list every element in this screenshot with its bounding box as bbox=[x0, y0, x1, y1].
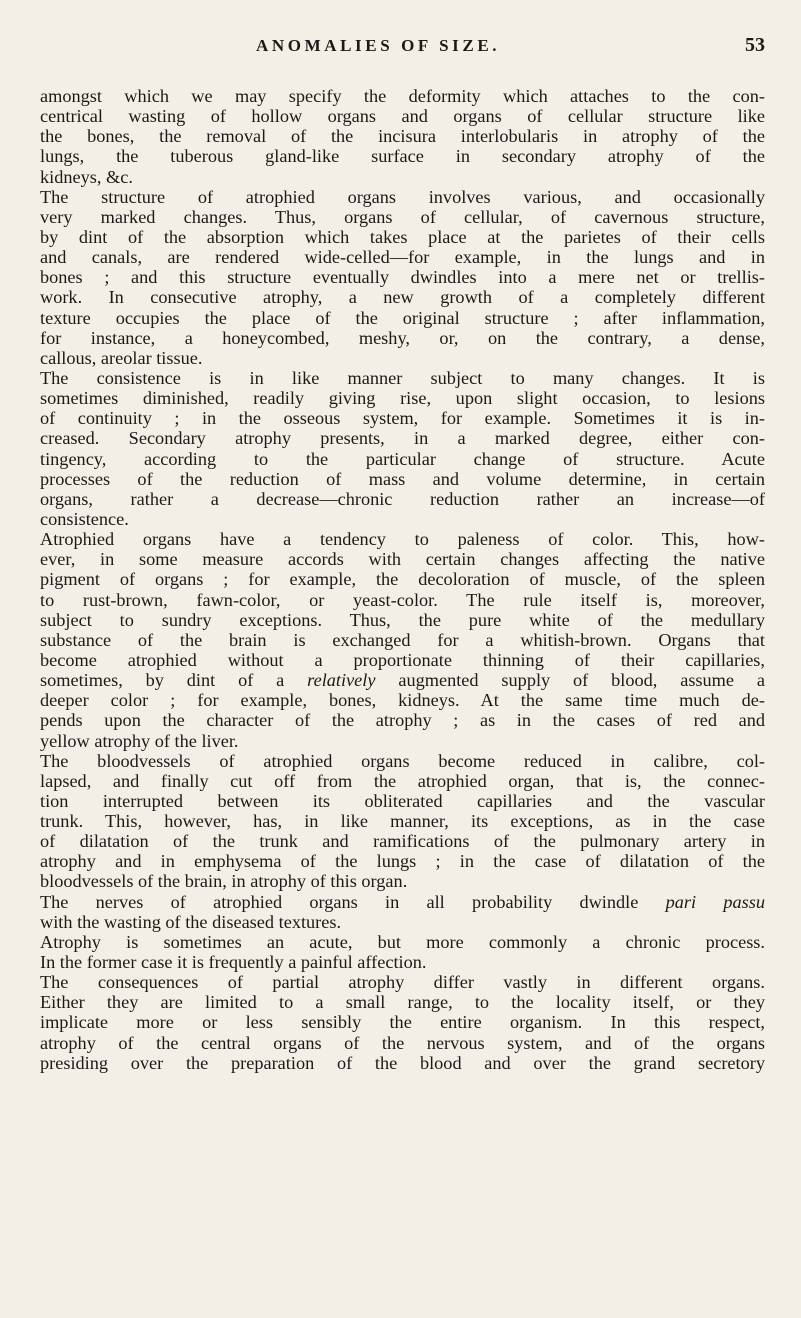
text-line: tingency, according to the particular change of structure. Acute bbox=[40, 448, 765, 469]
text-line: atrophy and in emphysema of the lungs ; in the case of dilatation of the bbox=[40, 851, 765, 872]
text-line: to rust-brown, fawn-color, or yeast-color. The rule itself is, moreover, bbox=[40, 589, 765, 610]
body-text bbox=[40, 86, 765, 1073]
text-line: The structure of atrophied organs involves various, and occasionally bbox=[40, 186, 765, 207]
text-line: Atrophy is sometimes an acute, but more commonly a chronic process. bbox=[40, 931, 765, 952]
text-line: trunk. This, however, has, in like manner, its exceptions, as in the case bbox=[40, 811, 765, 832]
text-line: yellow atrophy of the liver. bbox=[40, 730, 239, 751]
text-line: amongst which we may specify the deformity which attaches to the con- bbox=[40, 86, 765, 106]
text-line: deeper color ; for example, bones, kidneys. At the same time much de- bbox=[40, 690, 765, 711]
text-line: presiding over the preparation of the blood and over the grand secretory bbox=[40, 1052, 765, 1073]
text-line bbox=[40, 670, 765, 690]
text-line: texture occupies the place of the original structure ; after inflammation, bbox=[40, 307, 765, 328]
text-line: sometimes diminished, readily giving rise, upon slight occasion, to lesions bbox=[40, 388, 765, 409]
text-line: consistence. bbox=[40, 508, 129, 529]
text-line: organs, rather a decrease—chronic reduction rather an increase—of bbox=[40, 488, 765, 509]
text-line: Atrophied organs have a tendency to paleness of color. This, how- bbox=[40, 529, 765, 550]
text-line: of continuity ; in the osseous system, for example. Sometimes it is in- bbox=[40, 408, 765, 429]
text-line: pigment of organs ; for example, the decoloration of muscle, of the spleen bbox=[40, 569, 765, 590]
text-line: very marked changes. Thus, organs of cellular, of cavernous structure, bbox=[40, 206, 765, 227]
text-line: ever, in some measure accords with certain changes affecting the native bbox=[40, 549, 765, 570]
text-line: atrophy of the central organs of the nervous system, and of the organs bbox=[40, 1032, 765, 1053]
text-line: kidneys, &c. bbox=[40, 166, 133, 187]
text-line: of dilatation of the trunk and ramifications of the pulmonary artery in bbox=[40, 831, 765, 852]
text-line: pends upon the character of the atrophy ; as in the cases of red and bbox=[40, 710, 765, 731]
text-line: lapsed, and finally cut off from the atrophied organ, that is, the connec- bbox=[40, 770, 765, 791]
running-title: ANOMALIES OF SIZE. bbox=[256, 36, 501, 55]
text-line: centrical wasting of hollow organs and organs of cellular structure like bbox=[40, 106, 765, 127]
text-line: The consequences of partial atrophy differ vastly in different organs. bbox=[40, 972, 765, 993]
running-head bbox=[40, 36, 765, 60]
text-line: The consistence is in like manner subject to many changes. It is bbox=[40, 367, 765, 388]
text-line: work. In consecutive atrophy, a new growth of a completely different bbox=[40, 287, 765, 308]
text-line: and canals, are rendered wide-celled—for example, in the lungs and in bbox=[40, 247, 765, 268]
text-segment: The nerves of atrophied organs in all probability dwindle bbox=[40, 891, 666, 912]
text-line: lungs, the tuberous gland-like surface in secondary atrophy of the bbox=[40, 146, 765, 167]
text-line: Either they are limited to a small range, to the locality itself, or they bbox=[40, 992, 765, 1013]
text-line: creased. Secondary atrophy presents, in a marked degree, either con- bbox=[40, 428, 765, 449]
text-line: by dint of the absorption which takes place at the parietes of their cells bbox=[40, 226, 765, 247]
page-number: 53 bbox=[745, 34, 765, 56]
text-line: In the former case it is frequently a painful affection. bbox=[40, 952, 427, 973]
text-line: processes of the reduction of mass and volume determine, in certain bbox=[40, 468, 765, 489]
text-line: callous, areolar tissue. bbox=[40, 347, 203, 368]
text-line bbox=[40, 892, 765, 912]
text-line: tion interrupted between its obliterated capillaries and the vascular bbox=[40, 790, 765, 811]
text-line: substance of the brain is exchanged for a whitish-brown. Organs that bbox=[40, 629, 765, 650]
text-line: The bloodvessels of atrophied organs become reduced in calibre, col- bbox=[40, 750, 765, 771]
text-segment: augmented supply of blood, assume a bbox=[375, 670, 765, 691]
text-line: bloodvessels of the brain, in atrophy of this organ. bbox=[40, 871, 408, 892]
text-line: implicate more or less sensibly the entire organism. In this respect, bbox=[40, 1012, 765, 1033]
text-line: with the wasting of the diseased textures. bbox=[40, 911, 342, 932]
italic-text: pari passu bbox=[665, 891, 765, 912]
text-line: for instance, a honeycombed, meshy, or, on the contrary, a dense, bbox=[40, 327, 765, 348]
text-line: become atrophied without a proportionate thinning of their capillaries, bbox=[40, 649, 765, 670]
text-line: the bones, the removal of the incisura interlobularis in atrophy of the bbox=[40, 126, 765, 147]
italic-text: relatively bbox=[307, 670, 376, 691]
text-line: subject to sundry exceptions. Thus, the pure white of the medullary bbox=[40, 609, 765, 630]
text-segment: sometimes, by dint of a bbox=[40, 670, 308, 691]
text-line: bones ; and this structure eventually dwindles into a mere net or trellis- bbox=[40, 267, 765, 288]
